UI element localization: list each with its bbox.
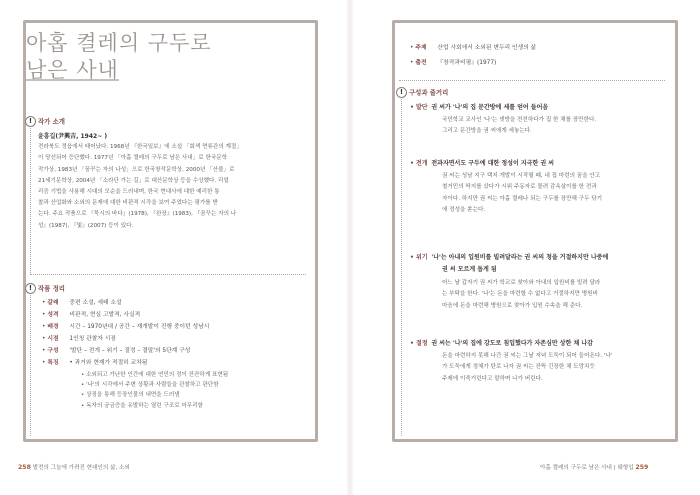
section-divider — [30, 274, 306, 275]
source-row: • 출전 『창작과비평』(1977) — [410, 60, 497, 66]
summary-row: • 갈래 중편 소설, 세태 소설 — [42, 300, 122, 306]
stage-text: 어느 날 갑자기 권 씨가 학교로 찾아와 아내의 입원비를 빌려 달라 는 부탁을 한다. '나'는 돈을 마련할 수 없다고 거절하지만 병원비 마음에 돈을 마련해 병원으로 찾아가 입원 수속을 해 준다. — [442, 280, 601, 309]
summary-row: • 시점 1인칭 관찰자 시점 — [42, 336, 116, 342]
stage-text: 권 씨는 성남 지구 택지 개발이 시작될 때, 내 집 마련의 꿈을 안고 철거민의 딱지를 샀다가 시위 주동자로 몰려 감옥살이를 한 전과 자이다. 하지만 권 씨는 아홉 켤레나 되는 구두를 장만해 구두 닦기 에 정성을 쏟는다. — [442, 173, 603, 214]
section-rule — [30, 118, 31, 273]
left-footer — [18, 463, 130, 471]
stage-text: 국민학교 교사인 '나'는 셋방을 전전하다가 집 한 채를 장만한다. 그리고 문간방을 권 씨에게 세놓는다. — [442, 117, 597, 135]
summary-section-heading: ! 작품 정리 — [25, 283, 65, 294]
exclamation-icon: ! — [396, 87, 407, 98]
stage-heading: • 위기 '나'는 아내의 입원비를 빌려달라는 권 씨의 청을 거절하지만 나중에 — [410, 254, 609, 261]
stage-heading: • 절정 권 씨는 '나'의 집에 강도로 침입했다가 자존심만 상한 채 나감 — [410, 340, 593, 347]
right-footer — [540, 463, 648, 471]
author-section-heading: ! 작가 소개 — [25, 116, 65, 127]
stage-heading-cont: 권 씨 모르게 돕게 됨 — [442, 266, 497, 273]
section-divider — [399, 80, 665, 81]
theme-row: • 주제 산업 사회에서 소외된 변두리 인생의 삶 — [410, 45, 537, 51]
author-name: 윤흥길(尹興吉, 1942~ ) — [38, 133, 108, 140]
feature-sub-list: • 소외되고 가난한 인간에 대한 연민의 정이 잔잔하게 표현됨 • '나'의 시각에서 주변 상황과 사람들을 관찰하고 판단함 • 상징을 통해 등장인물의 내면을 드러냄 • 독자의 궁금증을 유발하는 열린 구조로 마무리함 — [81, 372, 229, 409]
stage-heading: • 전개 전과자면서도 구두에 대한 정성이 지극한 권 씨 — [410, 160, 555, 167]
stage-heading: • 발단 권 씨가 '나'의 집 문간방에 세를 얻어 들어옴 — [410, 104, 549, 111]
summary-row: • 구성 '발단 – 전개 – 위기 – 절정 – 결말'의 5단계 구성 — [42, 348, 191, 354]
left-page — [8, 8, 338, 471]
page-number: 258 — [18, 464, 31, 471]
title-line-2: 남은 사내 — [26, 58, 119, 82]
running-header: 발전의 그늘에 가려진 현대인의 삶, 소외 — [32, 465, 130, 471]
section-rule — [30, 286, 31, 436]
title-line-1: 아홉 켤레의 구두로 — [26, 31, 212, 55]
summary-row: • 성격 비판적, 현실 고발적, 사실적 — [42, 312, 141, 318]
exclamation-icon: ! — [25, 283, 36, 294]
book-spine — [346, 0, 354, 495]
running-header: 아홉 켤레의 구두로 남은 사내 | 웨형입 — [540, 465, 634, 471]
exclamation-icon: ! — [25, 116, 36, 127]
right-page — [362, 8, 692, 471]
summary-row: • 배경 시간 – 1970년대 / 공간 – 재개발이 진행 중이던 성남시 — [42, 324, 210, 330]
story-title — [26, 30, 212, 84]
stage-text: 돈을 마련하지 못해 나간 권 씨는 그날 저녁 도둑이 되어 들어온다. '나' 가 도둑에게 정체가 탄로 나자 권 씨는 잔뜩 긴장한 채 도망치듯 주제에 이죽거린다고 말하며 나가 버린다. — [442, 353, 613, 382]
page-number: 259 — [635, 464, 649, 471]
plot-section-heading: ! 구성과 줄거리 — [396, 87, 448, 98]
summary-row: • 특징 • 과거와 현재가 적절히 교차됨 — [42, 360, 148, 366]
section-rule — [401, 92, 402, 436]
author-block: 윤흥길(尹興吉, 1942~ ) 전라북도 정읍에서 태어났다. 1968년 『한국일보』에 소설 「회색 면류관의 계절」 이 당선되어 등단했다. 1977년 「아홉 켤레의 구두로 남은 사내」로 한국문학 작가상, 1983년 「꿈꾸는 자의 나성」으로 한국창작문학상, 2000년 「산불」로 21세기문학상, 2004년 「소라단 가는 길」로 대산문학상 등을 수상했다. 리얼 리즘 기법을 사용해 시대의 모순을 드러내며, 한국 현대사에 대한 예리한 통 찰과 산업화와 소외의 문제에 대한 비판적 시각을 보여 주었다는 평가를 받 는다. 주요 작품으로 『묵시의 바다』(1978), 『완장』(1983), 『꿈꾸는 자의 나 성』(1987), 『빛』(2007) 등이 있다. — [38, 133, 242, 229]
